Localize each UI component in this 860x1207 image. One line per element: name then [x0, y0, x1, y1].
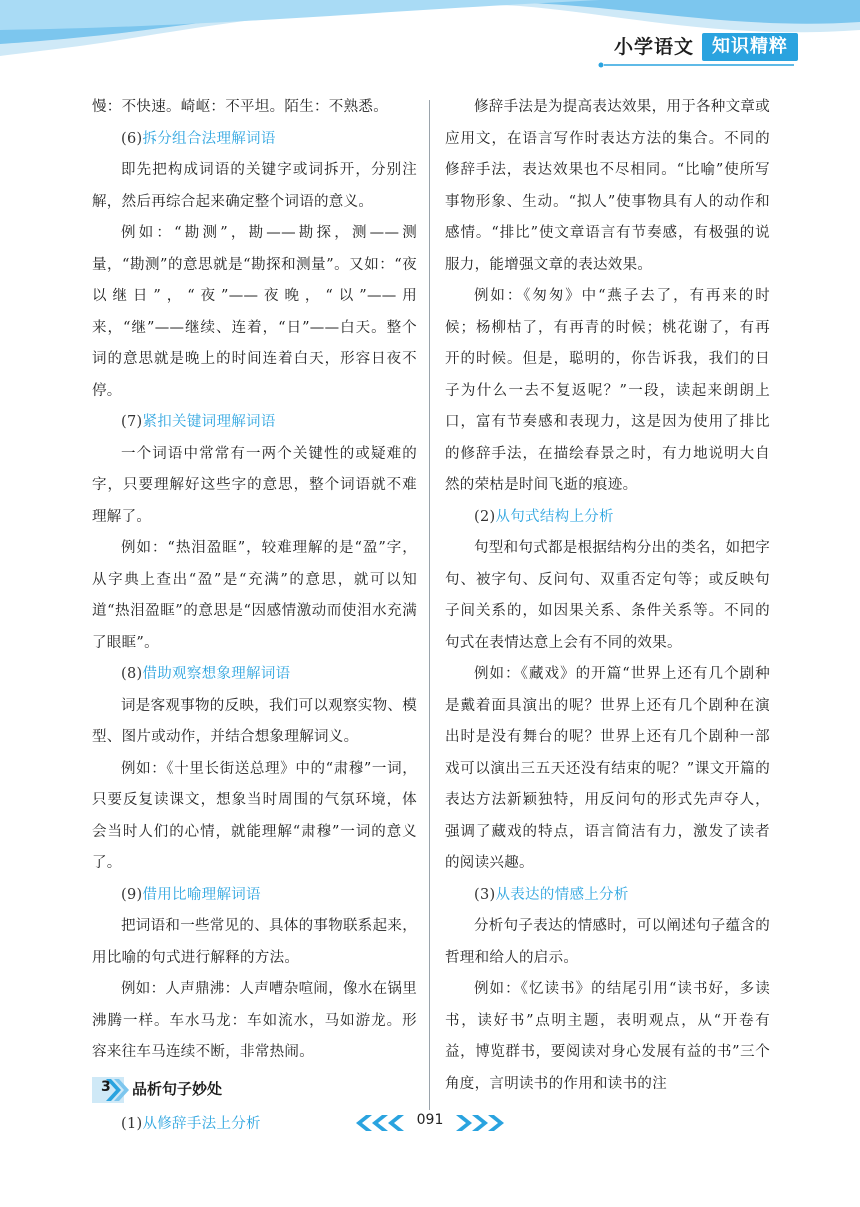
paragraph: 例如：《藏戏》的开篇“世界上还有几个剧种是戴着面具演出的呢？世界上还有几个剧种在演出时是没有舞台的呢？世界上还有几个剧种一部戏可以演出三五天还没有结束的呢？”课文开篇的表达方法新颖独特，用反问句的形式先声夺人，强调了藏戏的特点，语言简洁有力，激发了读者的阅读兴趣。 [445, 666, 770, 871]
subheading-number: (1) [121, 1115, 143, 1132]
subheading-title: 紧扣关键词理解词语 [142, 414, 276, 430]
section-title: 品析句子妙处 [132, 1079, 223, 1098]
paragraph: 例如：“热泪盈眶”，较难理解的是“盈”字，从字典上查出“盈”是“充满”的意思，就可以知道“热泪盈眶”的意思是“因感情激动而使泪水充满了眼眶”。 [92, 540, 417, 651]
subheading-title: 从句式结构上分析 [495, 508, 614, 525]
header-badge: 知识精粹 [702, 33, 798, 61]
subheading-title: 借用比喻理解词语 [142, 886, 261, 903]
paragraph: 例如：人声鼎沸：人声嘈杂喧闹，像水在锅里沸腾一样。车水马龙：车如流水，马如游龙。形容来往车马连续不断，非常热闹。 [92, 981, 417, 1060]
paragraph: 词是客观事物的反映，我们可以观察实物、模型、图片或动作，并结合想象理解词义。 [92, 697, 417, 745]
page-footer [0, 1108, 860, 1138]
subheading-number: (8) [121, 666, 143, 682]
paragraph: 修辞手法是为提高表达效果，用于各种文章或应用文，在语言写作时表达方法的集合。不同的修辞手法，表达效果也不尽相同。“比喻”使所写事物形象、生动。“拟人”使事物具有人的动作和感情。“排比”使文章语言有节奏感，有极强的说服力，能增强文章的表达效果。 [445, 99, 770, 273]
header-title: 小学语文 [614, 36, 695, 58]
page-number: 091 [416, 1112, 444, 1128]
subheading-title: 借助观察想象理解词语 [142, 666, 291, 682]
subheading-7 [92, 407, 417, 439]
subheading-number: (2) [474, 508, 496, 525]
paragraph: 例如：“勘测”，勘——勘探，测——测量，“勘测”的意思就是“勘探和测量”。又如：“夜以继日”，“夜”——夜晚，“以”——用来，“继”——继续、连着，“日”——白天。整个词的意思就是晚上的时间连着白天，形容日夜不停。 [92, 225, 417, 399]
subheading-3-2 [445, 502, 770, 534]
subheading-title: 从表达的情感上分析 [495, 886, 629, 903]
paragraph: 例如：《匆匆》中“燕子去了，有再来的时候；杨柳枯了，有再青的时候；桃花谢了，有再开的时候。但是，聪明的，你告诉我，我们的日子为什么一去不复返呢？”一段，读起来朗朗上口，富有节奏感和表现力，这是因为使用了排比的修辞手法，在描绘春景之时，有力地说明大自然的荣枯是时间飞逝的痕迹。 [445, 288, 770, 493]
paragraph: 即先把构成词语的关键字或词拆开，分别注解，然后再综合起来确定整个词语的意义。 [92, 162, 417, 210]
right-column [445, 92, 770, 1100]
subheading-title: 拆分组合法理解词语 [142, 130, 276, 147]
subheading-number: (9) [121, 886, 143, 903]
column-divider [429, 100, 430, 1110]
paragraph: 把词语和一些常见的、具体的事物联系起来，用比喻的句式进行解释的方法。 [92, 918, 417, 966]
paragraph: 一个词语中常常有一两个关键性的或疑难的字，只要理解好这些字的意思，整个词语就不难理解了。 [92, 445, 417, 525]
subheading-number: (7) [121, 414, 143, 430]
subheading-3-3 [445, 880, 770, 912]
subheading-number: (3) [474, 886, 496, 903]
paragraph: 句型和句式都是根据结构分出的类名，如把字句、被字句、反问句、双重否定句等；或反映句子间关系的，如因果关系、条件关系等。不同的句式在表情达意上会有不同的效果。 [445, 540, 770, 651]
paragraph: 例如：《十里长街送总理》中的“肃穆”一词，只要反复读课文，想象当时周围的气氛环境，体会当时人们的心情，就能理解“肃穆”一词的意义了。 [92, 760, 417, 871]
section-heading-3 [92, 1073, 417, 1107]
paragraph: 慢：不快速。崎岖：不平坦。陌生：不熟悉。 [92, 99, 388, 115]
section-banner-icon [92, 1075, 132, 1105]
chevrons-left-icon [352, 1115, 404, 1131]
subheading-6 [92, 124, 417, 156]
subheading-8 [92, 659, 417, 691]
header-rule [598, 62, 794, 68]
chevrons-right-icon [456, 1115, 508, 1131]
left-column [92, 92, 417, 1140]
section-number: 3 [101, 1078, 111, 1095]
subheading-title: 从修辞手法上分析 [142, 1115, 261, 1132]
paragraph: 分析句子表达的情感时，可以阐述句子蕴含的哲理和给人的启示。 [445, 918, 770, 966]
paragraph: 例如：《忆读书》的结尾引用“读书好，多读书，读好书”点明主题，表明观点，从“开卷有益，博览群书，要阅读对身心发展有益的书”三个角度，言明读书的作用和读书的注 [445, 981, 770, 1092]
subheading-9 [92, 880, 417, 912]
subheading-number: (6) [121, 130, 143, 147]
